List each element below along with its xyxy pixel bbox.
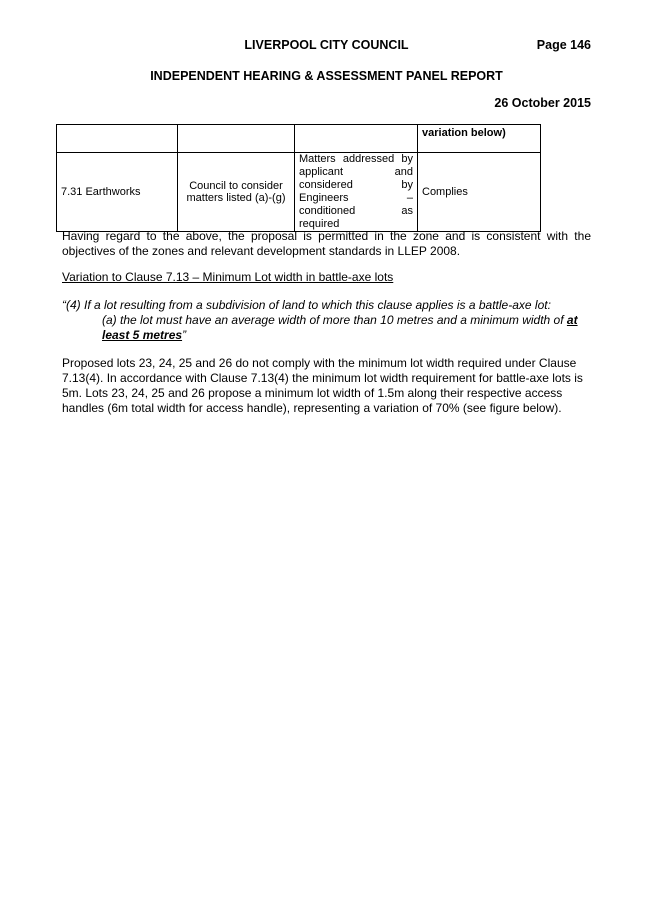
clause-quote-text: (a) the lot must have an average width of more than 10 metres and a minimum width of [102, 313, 567, 327]
table-cell [295, 125, 418, 153]
variation-heading: Variation to Clause 7.13 – Minimum Lot width in battle-axe lots [62, 270, 394, 284]
proposal-word: by [401, 153, 413, 165]
proposal-word: Matters [299, 153, 336, 165]
proposal-line: conditioned as required [299, 205, 413, 230]
clause-quote-subitem [102, 313, 591, 343]
clause-cell: 7.31 Earthworks [57, 153, 178, 232]
table-row [57, 125, 541, 153]
report-date: 26 October 2015 [494, 96, 591, 110]
table-cell [178, 125, 295, 153]
proposal-line [299, 153, 413, 166]
clause-quote-close: ” [182, 328, 187, 342]
proposal-word: Engineers [299, 192, 349, 204]
requirement-line: matters listed (a)-(g) [186, 192, 286, 204]
paragraph-lot-width: Proposed lots 23, 24, 25 and 26 do not comply with the minimum lot width required under Clause 7.13(4). In accordance with Clause 7.13(4) the minimum lot width requirement for battle-axe lots is 5m. Lots 23, 24, 25 and 26 propose a minimum lot width of 1.5m along their respective access handles (6m total width for access handle), representing a variation of 70% (see figure below). [62, 356, 583, 415]
clause-quote-emphasis: at least 5 metres [102, 313, 578, 342]
compliance-cell: Complies [418, 153, 541, 232]
paragraph-summary: Having regard to the above, the proposal is permitted in the zone and is consistent with the objectives of the zones and relevant development standards in LLEP 2008. [62, 229, 591, 258]
proposal-word: addressed [342, 153, 395, 165]
proposal-word: considered [299, 179, 353, 191]
table-row [57, 153, 541, 232]
report-title: INDEPENDENT HEARING & ASSESSMENT PANEL REPORT [150, 69, 503, 83]
proposal-word: by [401, 179, 413, 191]
table-cell [57, 125, 178, 153]
requirement-cell [178, 153, 295, 232]
proposal-line [299, 179, 413, 192]
proposal-line [299, 166, 413, 179]
page-number: Page 146 [536, 38, 591, 52]
requirement-line: Council to consider [189, 180, 283, 192]
proposal-word: applicant [299, 166, 344, 178]
council-name: LIVERPOOL CITY COUNCIL [244, 38, 409, 52]
clause-quote-line: “(4) If a lot resulting from a subdivision of land to which this clause applies is a battle-axe lot: [62, 298, 551, 312]
proposal-cell [295, 153, 418, 232]
table-cell-variation: variation below) [418, 125, 541, 153]
proposal-word: and [394, 166, 413, 178]
proposal-word: – [406, 192, 413, 204]
proposal-line [299, 192, 413, 205]
assessment-table [56, 124, 541, 232]
